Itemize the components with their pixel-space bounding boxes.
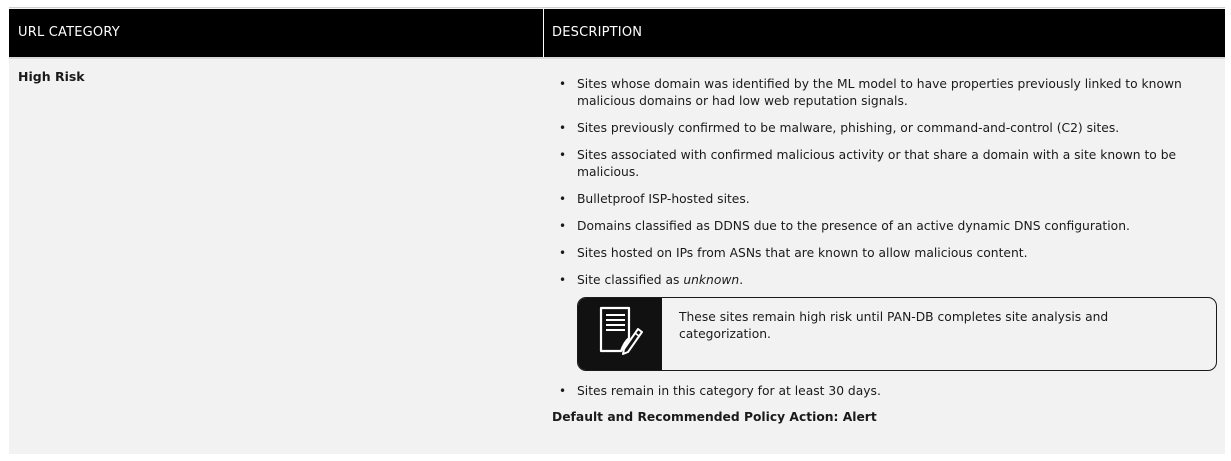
bullet-icon: • [559, 148, 567, 162]
bullet-icon: • [559, 192, 567, 206]
bullet-icon: • [559, 219, 567, 233]
description-list [552, 76, 1218, 289]
note-text: These sites remain high risk until PAN-DB completes site analysis and categorization. [679, 310, 1109, 341]
bullet-icon: • [559, 121, 567, 135]
bullet-icon: • [559, 77, 567, 91]
header-rule [9, 57, 1225, 59]
url-category-table [9, 7, 1225, 454]
note-icon-panel [578, 298, 662, 370]
category-name: High Risk [18, 69, 85, 84]
column-divider [543, 9, 544, 57]
list-item: • Sites previously confirmed to be malware, phishing, or command-and-control (C2) sites. [559, 121, 1120, 135]
bullet-icon: • [559, 273, 567, 287]
list-item: • Bulletproof ISP-hosted sites. [559, 192, 750, 206]
unknown-emphasis: unknown [683, 273, 740, 287]
note-callout [577, 297, 1217, 371]
bullet-icon: • [559, 384, 567, 398]
description-cell [552, 76, 1218, 424]
description-list-continued [552, 383, 1218, 400]
list-item: • Domains classified as DDNS due to the presence of an active dynamic DNS configuration. [559, 219, 1130, 233]
list-item: • Site classified as unknown. [559, 273, 744, 287]
header-description: DESCRIPTION [552, 25, 643, 40]
table-header [9, 9, 1225, 57]
bullet-icon: • [559, 246, 567, 260]
list-item: • Sites hosted on IPs from ASNs that are known to allow malicious content. [559, 246, 1028, 260]
header-url-category: URL CATEGORY [18, 25, 120, 40]
note-pencil-icon [596, 304, 646, 362]
list-item: • Sites remain in this category for at least 30 days. [559, 384, 881, 398]
list-item: • Sites whose domain was identified by the ML model to have properties previously linked to known malicious domains or had low web reputation signals. [559, 77, 1182, 108]
list-item: • Sites associated with confirmed malicious activity or that share a domain with a site known to be malicious. [559, 148, 1177, 179]
policy-action: Default and Recommended Policy Action: Alert [552, 410, 877, 424]
